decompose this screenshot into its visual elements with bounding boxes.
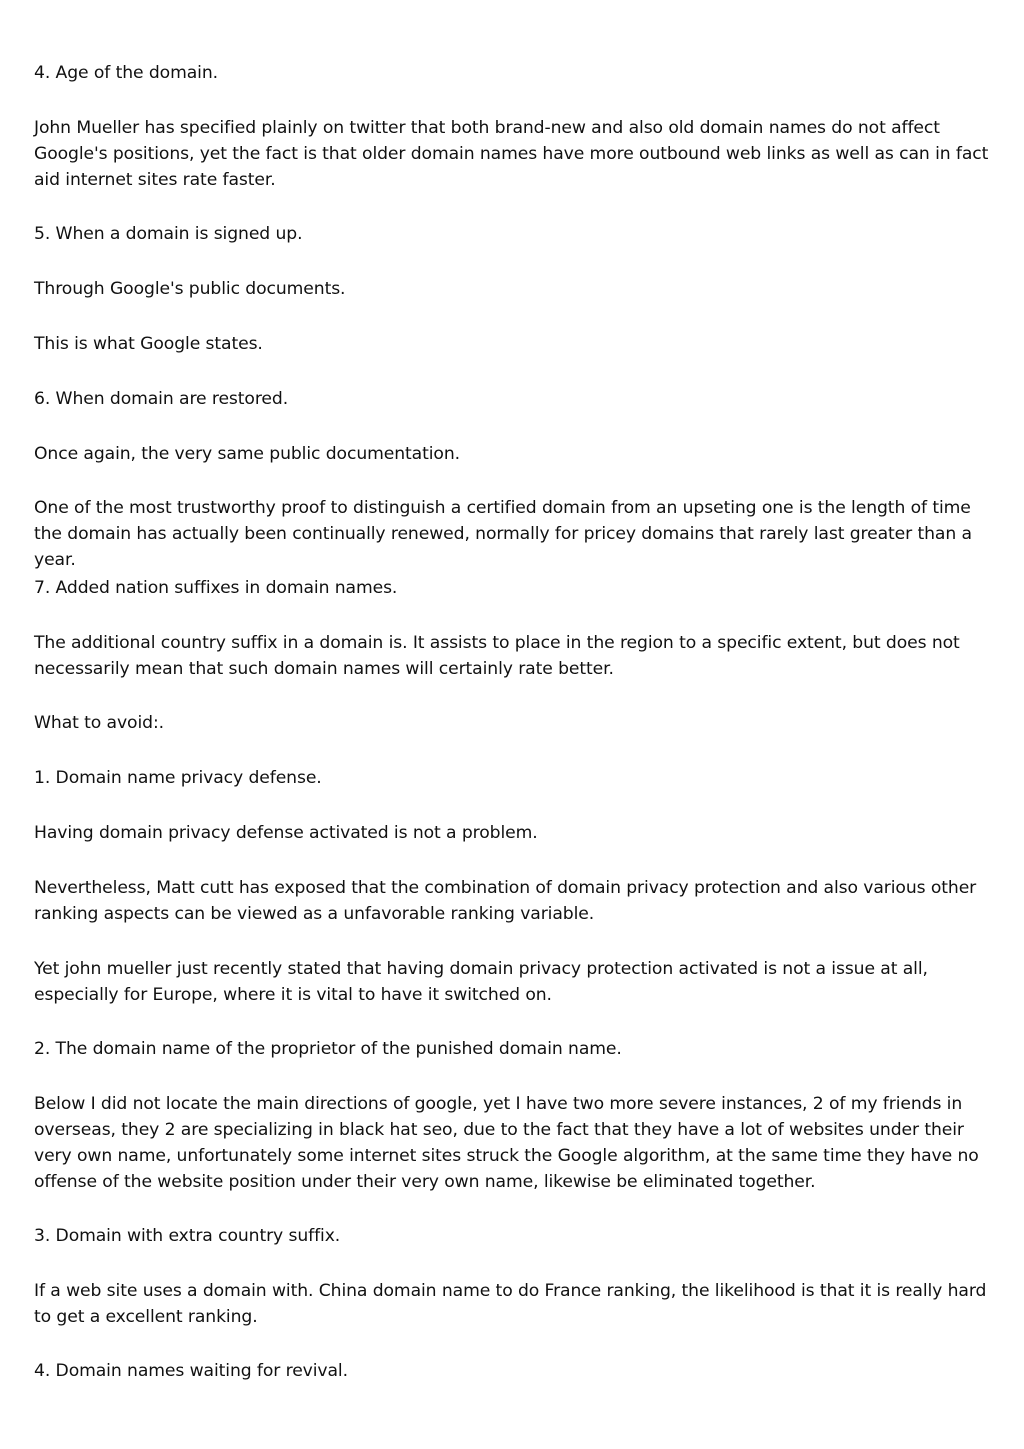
paragraph-heading-signed-up: 5. When a domain is signed up.: [34, 224, 303, 244]
paragraph-what-to-avoid: What to avoid:.: [34, 713, 164, 733]
paragraph-heading-age-of-domain: 4. Age of the domain.: [34, 63, 219, 83]
paragraph-privacy-not-problem: Having domain privacy defense activated is not a problem.: [34, 823, 538, 843]
paragraph-heading-waiting-revival: 4. Domain names waiting for revival.: [34, 1361, 348, 1381]
paragraph-john-mueller-privacy: Yet john mueller just recently stated that having domain privacy protection activated is not a issue at all, especially for Europe, where it is vital to have it switched on.: [34, 959, 928, 1005]
paragraph-heading-extra-suffix: 3. Domain with extra country suffix.: [34, 1226, 341, 1246]
paragraph-country-suffix: The additional country suffix in a domain is. It assists to place in the region to a specific extent, but does not necessarily mean that such domain names will certainly rate better.: [34, 633, 960, 679]
paragraph-public-documents: Through Google's public documents.: [34, 279, 346, 299]
document-page: [34, 0, 994, 1449]
paragraph-john-mueller-twitter: John Mueller has specified plainly on twitter that both brand-new and also old domain names do not affect Google's positions, yet the fact is that older domain names have more outbound web links as well as can in fact aid internet sites rate faster.: [34, 118, 989, 190]
paragraph-trustworthy-proof: One of the most trustworthy proof to distinguish a certified domain from an upseting one is the length of time the domain has actually been continually renewed, normally for pricey domains that rarely last greater than a year.: [34, 498, 972, 570]
paragraph-china-france-ranking: If a web site uses a domain with. China domain name to do France ranking, the likelihood is that it is really hard to get a excellent ranking.: [34, 1281, 987, 1327]
paragraph-google-states: This is what Google states.: [34, 334, 263, 354]
paragraph-matt-cutt: Nevertheless, Matt cutt has exposed that the combination of domain privacy protection and also various other ranking aspects can be viewed as a unfavorable ranking variable.: [34, 878, 977, 924]
paragraph-public-documentation: Once again, the very same public documentation.: [34, 444, 460, 464]
paragraph-heading-privacy-defense: 1. Domain name privacy defense.: [34, 768, 322, 788]
paragraph-heading-punished-owner: 2. The domain name of the proprietor of the punished domain name.: [34, 1039, 622, 1059]
paragraph-heading-nation-suffixes: 7. Added nation suffixes in domain names.: [34, 578, 398, 598]
paragraph-heading-restored: 6. When domain are restored.: [34, 389, 289, 409]
paragraph-black-hat-friends: Below I did not locate the main directions of google, yet I have two more severe instances, 2 of my friends in overseas, they 2 are specializing in black hat seo, due to the fact that they have a lot of websites under their very own name, unfortunately some internet sites struck the Google algorithm, at the same time they have no offense of the website position under their very own name, likewise be eliminated together.: [34, 1094, 979, 1192]
